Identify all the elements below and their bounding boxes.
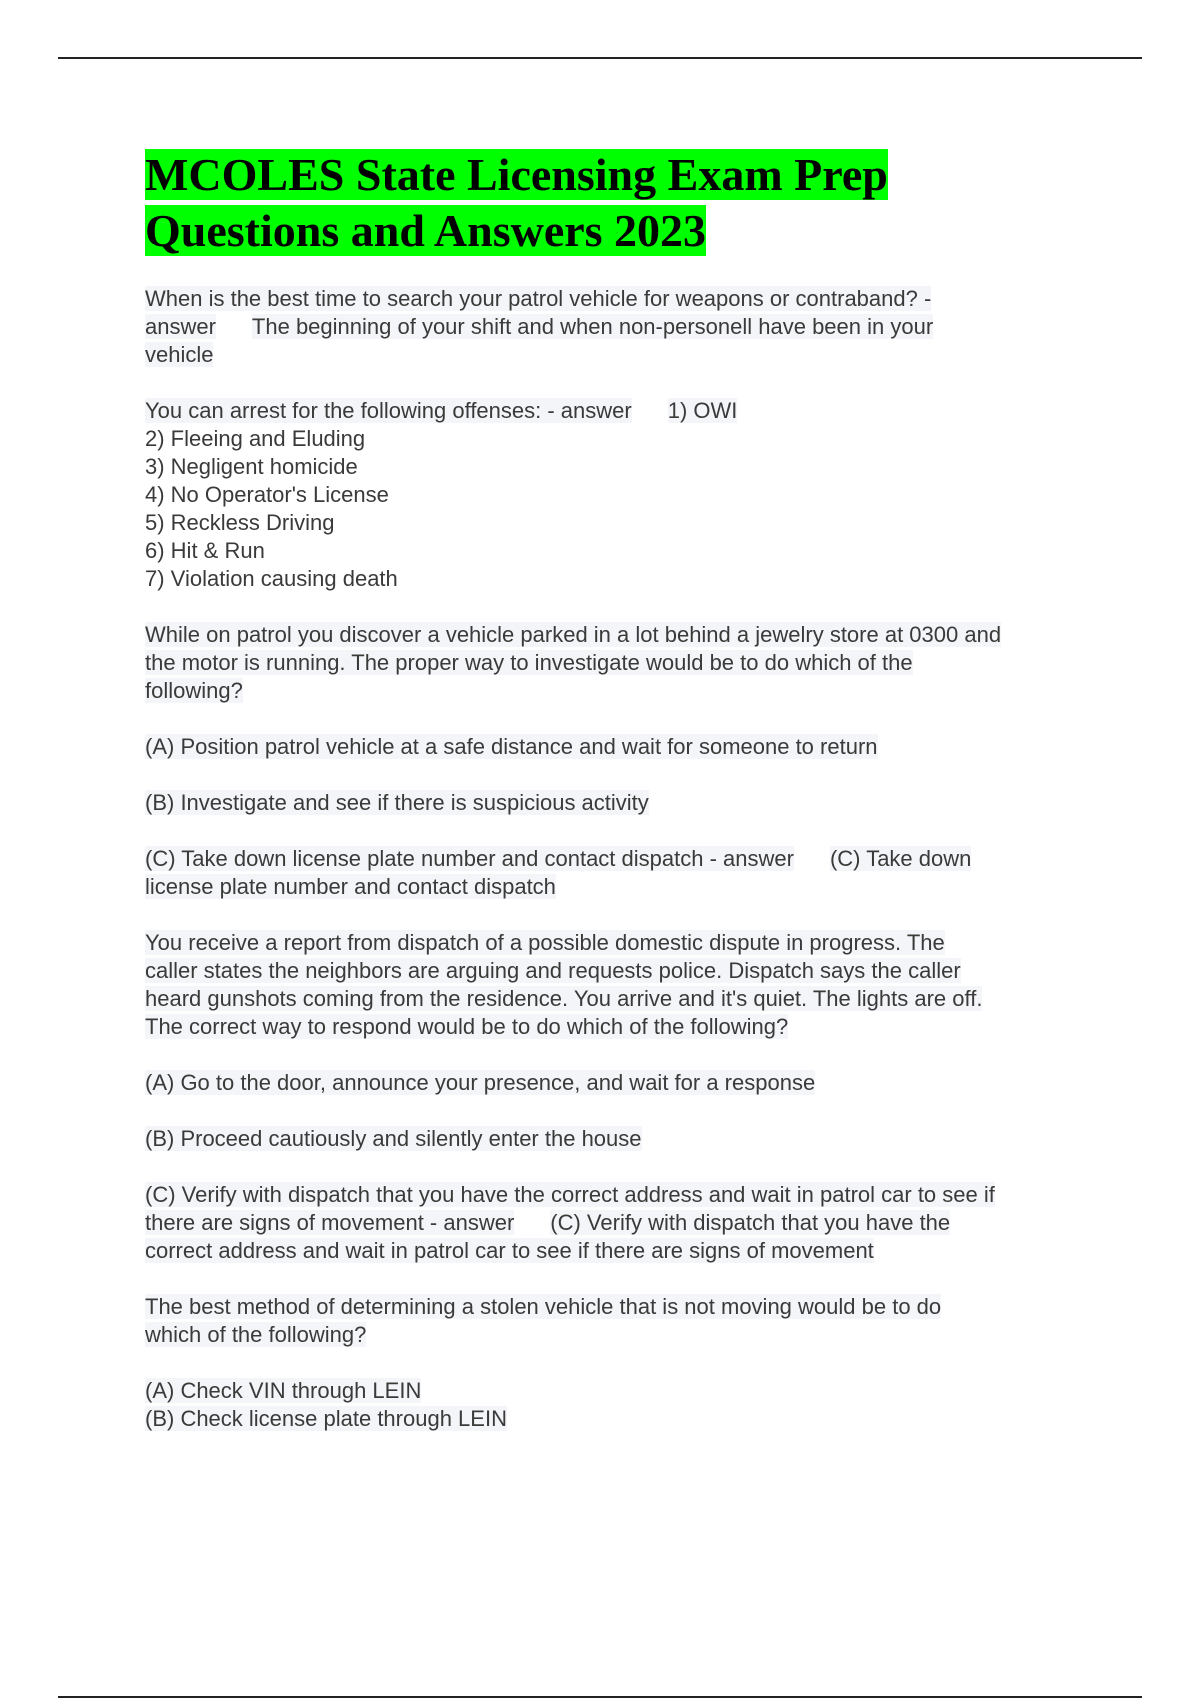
answer-text: 1) OWI xyxy=(667,398,738,423)
option-block xyxy=(145,845,1095,901)
option-block xyxy=(145,1377,1095,1433)
answer-list-item: 6) Hit & Run xyxy=(145,538,265,563)
question-text: caller states the neighbors are arguing and requests police. Dispatch says the caller xyxy=(145,958,961,983)
option-block xyxy=(145,733,1095,761)
question-text: You can arrest for the following offenses: - answer xyxy=(145,398,632,423)
option-text: (B) Investigate and see if there is suspicious activity xyxy=(145,790,649,815)
option-block xyxy=(145,1125,1095,1153)
question-text: The best method of determining a stolen vehicle that is not moving would be to do xyxy=(145,1294,942,1319)
question-text: which of the following? xyxy=(145,1322,367,1347)
option-block xyxy=(145,1069,1095,1097)
qa-block xyxy=(145,1293,1095,1349)
qa-block xyxy=(145,285,1095,369)
answer-list-item: 5) Reckless Driving xyxy=(145,510,335,535)
option-text: (B) Check license plate through LEIN xyxy=(145,1406,507,1431)
qa-block xyxy=(145,621,1095,705)
document-title xyxy=(145,147,1095,259)
bottom-rule xyxy=(58,1696,1142,1698)
question-text: While on patrol you discover a vehicle parked in a lot behind a jewelry store at 0300 and xyxy=(145,622,1002,647)
question-text: heard gunshots coming from the residence. You arrive and it's quiet. The lights are off. xyxy=(145,986,983,1011)
option-text: (A) Go to the door, announce your presence, and wait for a response xyxy=(145,1070,816,1095)
answer-list-item: 2) Fleeing and Eluding xyxy=(145,426,366,451)
question-text: The correct way to respond would be to do which of the following? xyxy=(145,1014,789,1039)
question-text: following? xyxy=(145,678,243,703)
qa-block xyxy=(145,929,1095,1041)
option-text: there are signs of movement - answer xyxy=(145,1210,515,1235)
title-line-1: MCOLES State Licensing Exam Prep xyxy=(145,149,888,200)
answer-text: vehicle xyxy=(145,342,214,367)
option-block xyxy=(145,1181,1095,1265)
answer-list-item: 3) Negligent homicide xyxy=(145,454,358,479)
option-text: (C) Verify with dispatch that you have the correct address and wait in patrol car to see if xyxy=(145,1182,995,1207)
question-text: the motor is running. The proper way to investigate would be to do which of the xyxy=(145,650,913,675)
top-rule xyxy=(58,57,1142,59)
option-text: (A) Check VIN through LEIN xyxy=(145,1378,422,1403)
answer-text: The beginning of your shift and when non-personell have been in your xyxy=(251,314,934,339)
option-text: (C) Take down license plate number and contact dispatch - answer xyxy=(145,846,794,871)
qa-block xyxy=(145,397,1095,593)
title-line-2: Questions and Answers 2023 xyxy=(145,205,707,256)
option-block xyxy=(145,789,1095,817)
answer-list-item: 4) No Operator's License xyxy=(145,482,389,507)
answer-text: (C) Verify with dispatch that you have the xyxy=(550,1210,951,1235)
question-text: When is the best time to search your patrol vehicle for weapons or contraband? - xyxy=(145,286,932,311)
answer-text: license plate number and contact dispatch xyxy=(145,874,556,899)
question-text: You receive a report from dispatch of a possible domestic dispute in progress. The xyxy=(145,930,945,955)
answer-list-item: 7) Violation causing death xyxy=(145,566,398,591)
document-body xyxy=(145,147,1095,1461)
option-text: (A) Position patrol vehicle at a safe distance and wait for someone to return xyxy=(145,734,878,759)
answer-text: correct address and wait in patrol car to see if there are signs of movement xyxy=(145,1238,874,1263)
answer-text: (C) Take down xyxy=(829,846,972,871)
option-text: (B) Proceed cautiously and silently enter the house xyxy=(145,1126,642,1151)
answer-label: answer xyxy=(145,314,216,339)
